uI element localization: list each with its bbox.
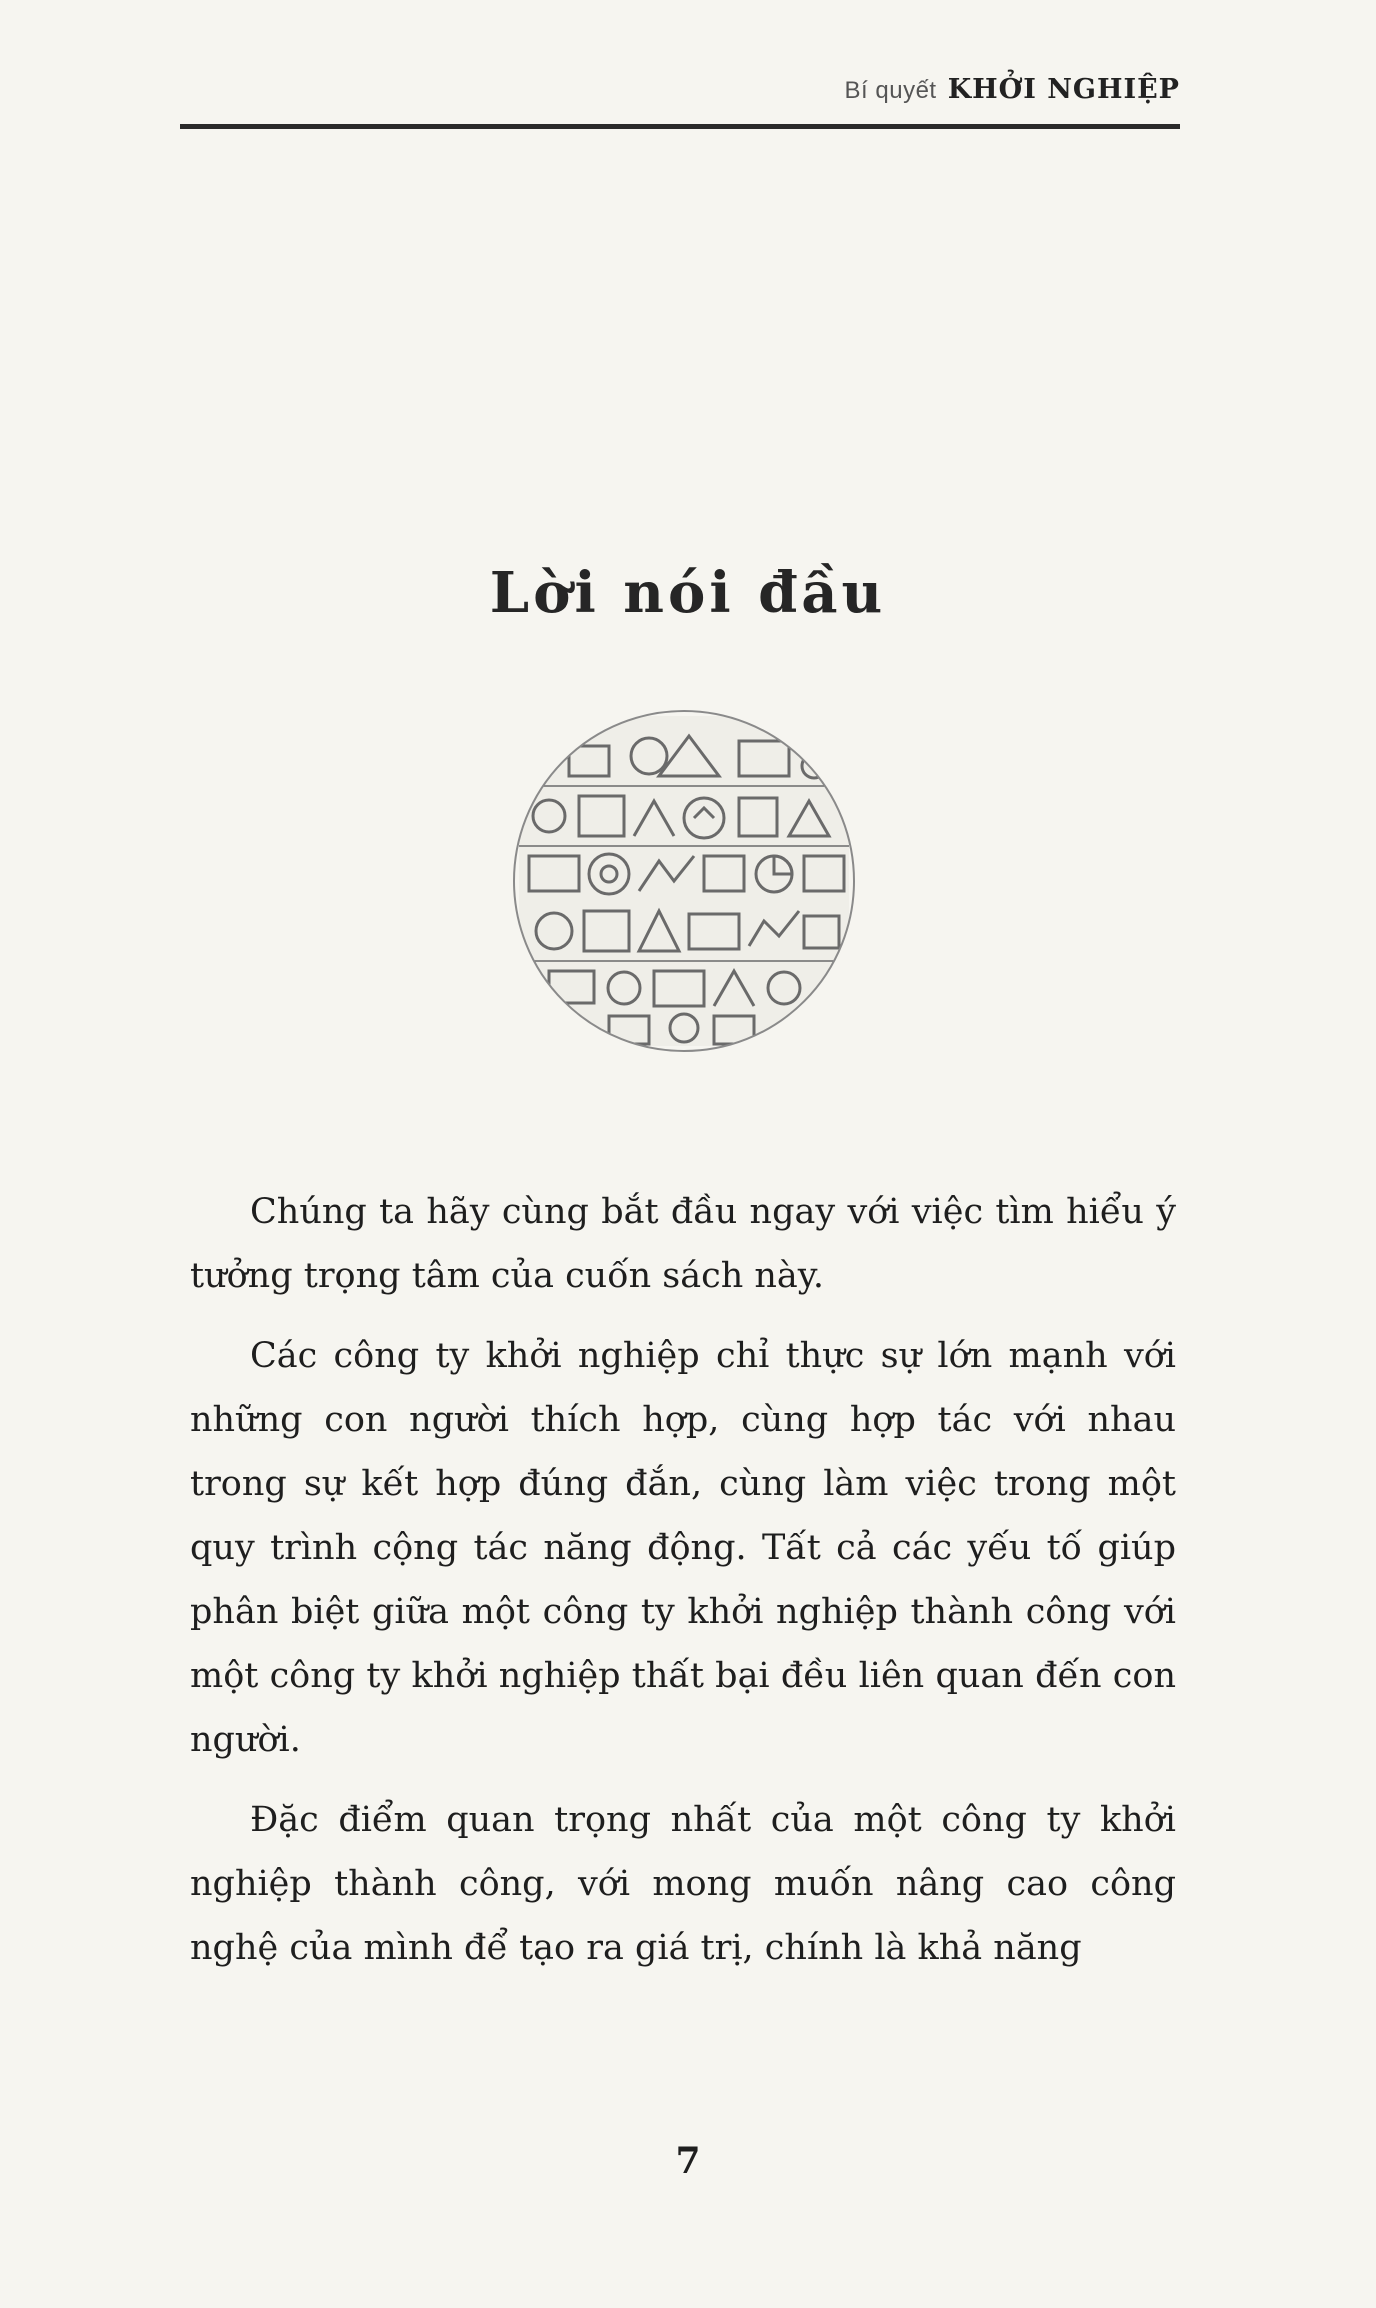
startup-icons-circle-emblem-icon: [509, 706, 859, 1056]
running-header: [180, 74, 1180, 130]
header-rule: [180, 124, 1180, 129]
paragraph: Đặc điểm quan trọng nhất của một công ty khởi nghiệp thành công, với mong muốn nâng cao công nghệ của mình để tạo ra giá trị, chính là khả năng: [190, 1800, 1176, 1968]
chapter-title: Lời nói đầu: [489, 560, 887, 626]
header-series-label: Bí quyết: [844, 77, 937, 104]
paragraph: Các công ty khởi nghiệp chỉ thực sự lớn mạnh với những con người thích hợp, cùng hợp tác với nhau trong sự kết hợp đúng đắn, cùng làm việc trong một quy trình cộng tác năng động. Tất cả các yếu tố giúp phân biệt giữa một công ty khởi nghiệp thành công với một công ty khởi nghiệp thất bại đều liên quan đến con người.: [190, 1336, 1176, 1760]
page-number: 7: [675, 2140, 701, 2182]
body-text: [190, 1180, 1176, 1996]
paragraph: Chúng ta hãy cùng bắt đầu ngay với việc tìm hiểu ý tưởng trọng tâm của cuốn sách này.: [190, 1192, 1176, 1296]
header-book-title: KHỞI NGHIỆP: [947, 74, 1180, 105]
